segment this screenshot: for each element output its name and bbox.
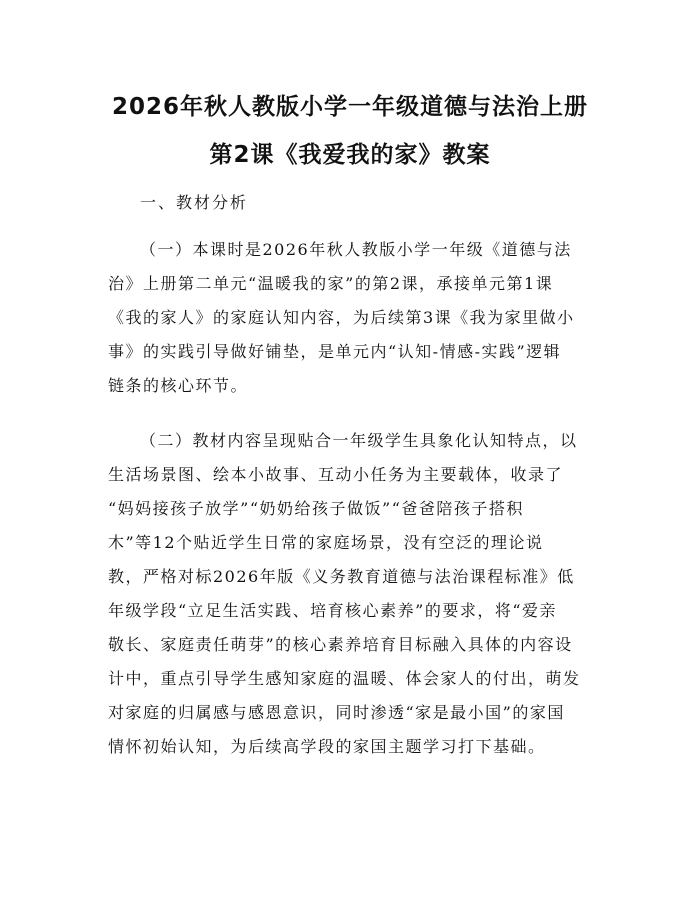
paragraph-line: 对家庭的归属感与感恩意识，同时渗透“家是最小国”的家国 — [108, 703, 565, 722]
paragraph-line: 链条的核心环节。 — [108, 376, 249, 395]
paragraph-line: 敬长、家庭责任萌芽”的核心素养培育目标融入具体的内容设 — [108, 635, 573, 654]
paragraph-1 — [108, 233, 608, 403]
paragraph-line: （一）本课时是2026年秋人教版小学一年级《道德与法 — [140, 240, 572, 259]
paragraph-line: “妈妈接孩子放学”“奶奶给孩子做饭”“爸爸陪孩子搭积 — [108, 499, 524, 518]
document-title-line1: 2026年秋人教版小学一年级道德与法治上册 — [111, 94, 588, 120]
paragraph-line: 计中，重点引导学生感知家庭的温暖、体会家人的付出，萌发 — [108, 669, 581, 688]
section-heading: 一、教材分析 — [140, 193, 249, 212]
paragraph-line: 治》上册第二单元“温暖我的家”的第2课，承接单元第1课 — [108, 274, 554, 293]
paragraph-line: 木”等12个贴近学生日常的家庭场景，没有空泛的理论说 — [108, 533, 544, 552]
paragraph-line: （二）教材内容呈现贴合一年级学生具象化认知特点，以 — [140, 431, 578, 450]
paragraph-line: 情怀初始认知，为后续高学段的家国主题学习打下基础。 — [108, 737, 546, 756]
paragraph-2 — [108, 424, 608, 764]
paragraph-line: 年级学段“立足生活实践、培育核心素养”的要求，将“爱亲 — [108, 601, 558, 620]
paragraph-line: 生活场景图、绘本小故事、互动小任务为主要载体，收录了 — [108, 465, 564, 484]
paragraph-line: 事》的实践引导做好铺垫，是单元内“认知-情感-实践”逻辑 — [108, 342, 562, 361]
paragraph-line: 教，严格对标2026年版《义务教育道德与法治课程标准》低 — [108, 567, 575, 586]
paragraph-line: 《我的家人》的家庭认知内容，为后续第3课《我为家里做小 — [108, 308, 575, 327]
document-title-line2: 第2课《我爱我的家》教案 — [209, 142, 491, 168]
